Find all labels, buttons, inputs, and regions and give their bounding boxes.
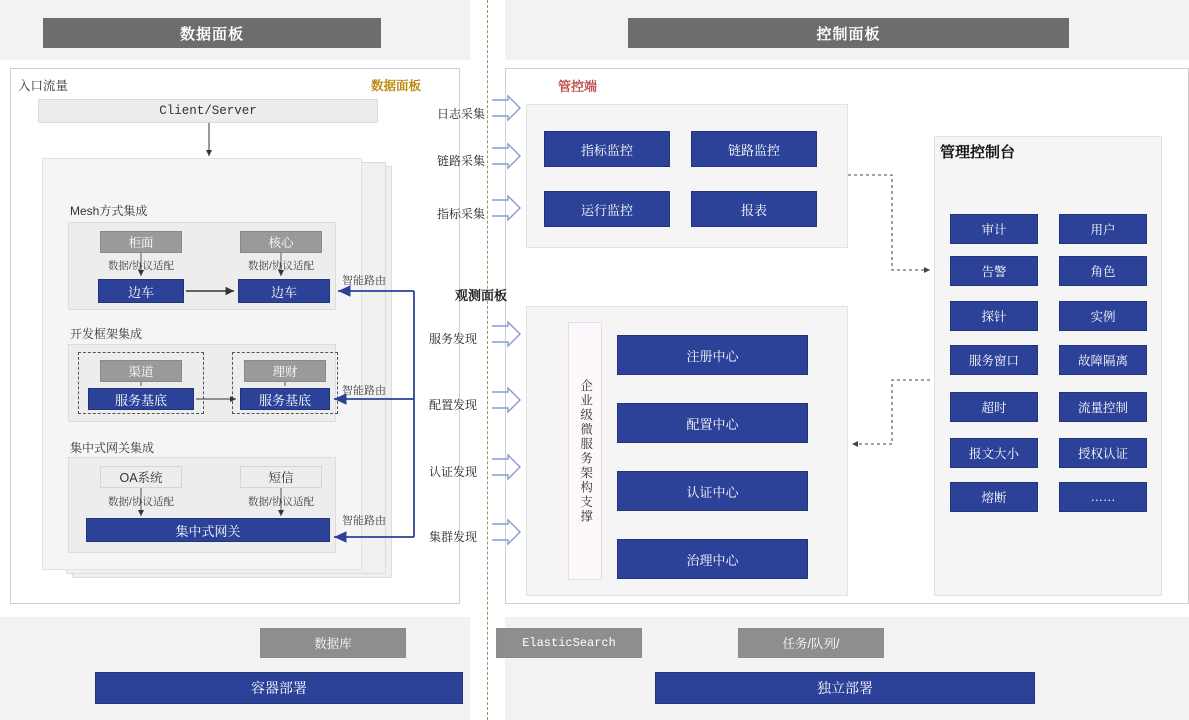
client-server-label: Client/Server — [159, 104, 257, 118]
framework-right-base — [240, 388, 330, 410]
card-governance-center-label: 治理中心 — [686, 552, 739, 568]
console-item-circuit-breaker[interactable] — [950, 482, 1038, 512]
console-item-probe-label: 探针 — [981, 310, 1007, 324]
console-item-fault-isolation-label: 故障隔离 — [1077, 354, 1128, 368]
observe-panel-label: 观测面板 — [455, 288, 508, 303]
control-side-label: 管控端 — [558, 79, 598, 94]
card-registry-center[interactable] — [617, 335, 808, 375]
framework-left-base — [88, 388, 194, 410]
flow-label-auth-discovery: 认证发现 — [429, 465, 478, 479]
framework-left-system-label: 渠道 — [128, 365, 154, 379]
group-framework-title: 开发框架集成 — [70, 327, 143, 341]
card-registry-center-label: 注册中心 — [686, 348, 739, 364]
centralized-gateway-label: 集中式网关 — [175, 523, 241, 539]
card-runtime-monitor[interactable] — [544, 191, 670, 227]
console-item-fault-isolation[interactable] — [1059, 345, 1147, 375]
card-auth-center[interactable] — [617, 471, 808, 511]
gateway-left-adapter-label: 数据/协议适配 — [108, 496, 174, 508]
console-item-timeout[interactable] — [950, 392, 1038, 422]
right-header-bar — [628, 18, 1069, 48]
console-item-instance-label: 实例 — [1090, 310, 1116, 324]
footer-elasticsearch-label: ElasticSearch — [522, 636, 616, 650]
management-console-title: 管理控制台 — [940, 144, 1016, 161]
group-gateway-title: 集中式网关集成 — [70, 441, 155, 455]
mesh-right-sidecar-label: 边车 — [270, 284, 297, 300]
console-item-authorization[interactable] — [1059, 438, 1147, 468]
mesh-right-sidecar — [238, 279, 330, 303]
gateway-right-system-label: 短信 — [268, 471, 294, 485]
footer-standalone-deploy — [655, 672, 1035, 704]
flow-label-service-discovery: 服务发现 — [429, 332, 478, 346]
gateway-right-adapter-label: 数据/协议适配 — [248, 496, 314, 508]
data-panel-corner-label: 数据面板 — [371, 79, 422, 93]
left-header-title: 数据面板 — [179, 25, 244, 43]
console-item-audit[interactable] — [950, 214, 1038, 244]
footer-container-deploy — [95, 672, 463, 704]
card-runtime-monitor-label: 运行监控 — [580, 202, 633, 218]
framework-right-base-label: 服务基底 — [258, 392, 311, 408]
console-item-service-window-label: 服务窗口 — [968, 354, 1019, 368]
route-label-mesh: 智能路由 — [342, 275, 386, 287]
gateway-left-system — [100, 466, 182, 488]
console-item-authorization-label: 授权认证 — [1077, 447, 1128, 461]
footer-task-queue-label: 任务/队列/ — [782, 637, 840, 651]
mesh-right-system — [240, 231, 322, 253]
footer-database — [260, 628, 406, 658]
ingress-traffic-label: 入口流量 — [18, 79, 69, 93]
framework-left-base-label: 服务基底 — [114, 392, 167, 408]
right-header-title: 控制面板 — [816, 25, 881, 43]
group-mesh-title: Mesh方式集成 — [70, 204, 148, 218]
vertical-support-label: 企业级微服务架构支撑 — [578, 378, 593, 524]
vertical-support-label-box — [568, 322, 602, 580]
route-label-framework: 智能路由 — [342, 385, 386, 397]
gateway-left-system-label: OA系统 — [119, 471, 163, 485]
card-metric-monitor[interactable] — [544, 131, 670, 167]
console-item-service-window[interactable] — [950, 345, 1038, 375]
flow-label-trace-collect: 链路采集 — [437, 154, 486, 168]
card-trace-monitor[interactable] — [691, 131, 817, 167]
console-item-user[interactable] — [1059, 214, 1147, 244]
mesh-left-adapter-label: 数据/协议适配 — [108, 260, 174, 272]
framework-right-system-label: 理财 — [272, 365, 298, 379]
card-auth-center-label: 认证中心 — [686, 484, 739, 500]
footer-database-label: 数据库 — [314, 637, 352, 651]
console-item-user-label: 用户 — [1090, 223, 1116, 237]
footer-standalone-deploy-label: 独立部署 — [817, 680, 873, 696]
console-item-instance[interactable] — [1059, 301, 1147, 331]
client-server-bar — [38, 99, 378, 123]
gateway-right-system — [240, 466, 322, 488]
console-item-message-size-label: 报文大小 — [968, 447, 1019, 461]
mesh-left-system-label: 柜面 — [128, 236, 154, 250]
console-item-role[interactable] — [1059, 256, 1147, 286]
route-label-gateway: 智能路由 — [342, 515, 386, 527]
console-item-flow-control[interactable] — [1059, 392, 1147, 422]
mesh-left-sidecar — [98, 279, 184, 303]
flow-label-config-discovery: 配置发现 — [429, 398, 478, 412]
card-trace-monitor-label: 链路监控 — [727, 142, 780, 158]
console-item-message-size[interactable] — [950, 438, 1038, 468]
console-item-more[interactable] — [1059, 482, 1147, 512]
framework-left-system — [100, 360, 182, 382]
console-item-flow-control-label: 流量控制 — [1077, 401, 1128, 415]
mesh-right-adapter-label: 数据/协议适配 — [248, 260, 314, 272]
footer-elasticsearch — [496, 628, 642, 658]
card-report[interactable] — [691, 191, 817, 227]
card-config-center-label: 配置中心 — [686, 416, 739, 432]
mesh-left-sidecar-label: 边车 — [127, 284, 154, 300]
footer-container-deploy-label: 容器部署 — [251, 680, 307, 696]
card-config-center[interactable] — [617, 403, 808, 443]
framework-right-system — [244, 360, 326, 382]
footer-task-queue — [738, 628, 884, 658]
console-item-audit-label: 审计 — [981, 223, 1007, 237]
mesh-right-system-label: 核心 — [268, 236, 294, 250]
flow-label-cluster-discovery: 集群发现 — [429, 530, 478, 544]
mesh-left-system — [100, 231, 182, 253]
left-header-bar — [43, 18, 381, 48]
console-item-timeout-label: 超时 — [981, 401, 1007, 415]
card-governance-center[interactable] — [617, 539, 808, 579]
console-item-more-label: …… — [1090, 490, 1116, 504]
console-item-circuit-breaker-label: 熔断 — [981, 491, 1007, 505]
console-item-alarm[interactable] — [950, 256, 1038, 286]
card-report-label: 报表 — [740, 202, 767, 218]
console-item-alarm-label: 告警 — [981, 265, 1007, 279]
console-item-probe[interactable] — [950, 301, 1038, 331]
flow-label-metric-collect: 指标采集 — [437, 207, 486, 221]
flow-label-log-collect: 日志采集 — [437, 107, 486, 121]
console-item-role-label: 角色 — [1090, 265, 1116, 279]
centralized-gateway — [86, 518, 330, 542]
card-metric-monitor-label: 指标监控 — [580, 142, 633, 158]
vertical-divider — [487, 0, 488, 720]
